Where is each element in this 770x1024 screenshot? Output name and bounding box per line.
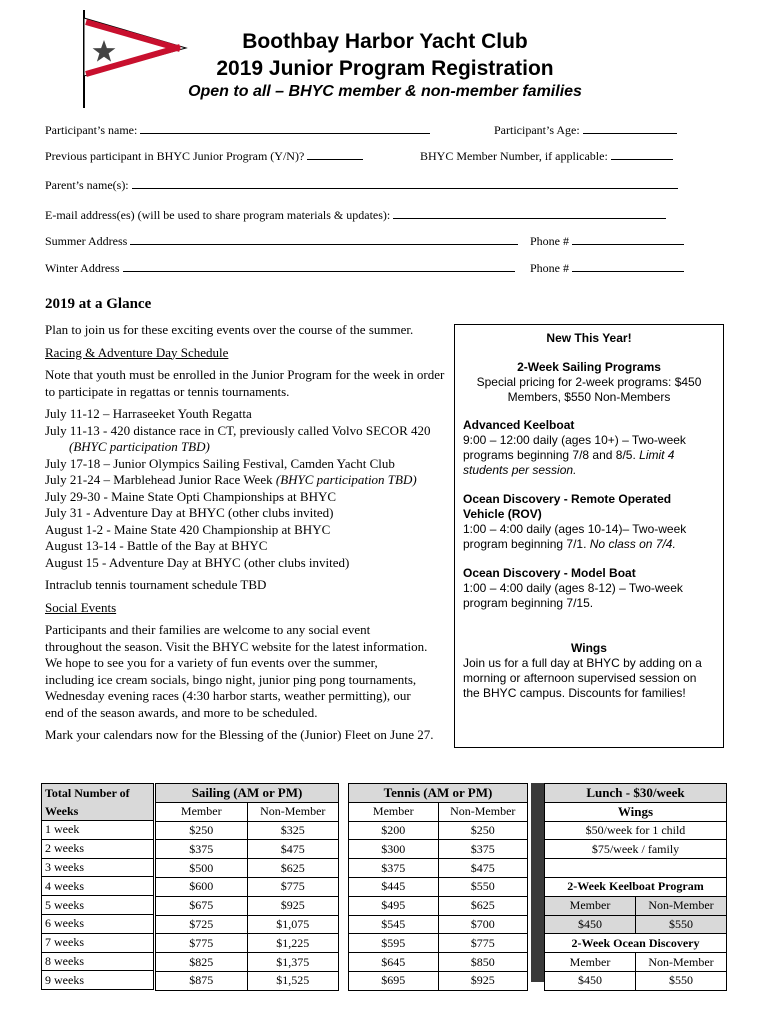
price-cell: $1,525 [247,971,339,990]
price-cell: $300 [349,840,439,859]
sailing-table [155,783,339,991]
table-row [42,821,154,840]
price-cell: $825 [156,953,248,972]
tagline: Open to all – BHYC member & non-member families [188,83,582,100]
price-cell: $725 [156,915,248,934]
email-field[interactable]: E-mail address(es) (will be used to share program materials & updates): [45,207,666,223]
table-row [349,971,528,990]
tennis-table [348,783,528,991]
extras-empty-row [545,859,727,878]
table-row [349,896,528,915]
table-row [42,877,154,896]
keelboat-non-member-label: Non-Member [636,896,727,915]
tennis-note: Intraclub tennis tournament schedule TBD [45,577,267,592]
price-cell: $675 [156,896,248,915]
sailing-member-header: Member [156,802,248,821]
table-row [156,971,339,990]
table-row [156,915,339,934]
keelboat-member-price: $450 [545,915,636,934]
price-cell: $925 [247,896,339,915]
new-this-year-box [454,324,724,748]
previous-participant-line[interactable] [307,148,363,160]
winter-phone-field[interactable]: Phone # [530,260,684,276]
price-cell: $495 [349,896,439,915]
parents-names-field[interactable]: Parent’s name(s): [45,177,678,193]
email-line[interactable] [393,207,666,219]
table-row [42,933,154,952]
parents-names-line[interactable] [132,177,678,189]
table-row [349,953,528,972]
price-cell: $375 [438,840,528,859]
price-cell: 4 weeks [42,877,154,896]
event-item: July 11-13 - 420 distance race in CT, previously called Volvo SECOR 420 (BHYC participation TBD) [45,422,431,454]
wings-family-price: $75/week / family [545,840,727,859]
table-row [349,877,528,896]
price-cell: $500 [156,859,248,878]
table-row [42,914,154,933]
price-cell: 2 weeks [42,839,154,858]
table-row [349,859,528,878]
event-item: July 17-18 – Junior Olympics Sailing Festival, Camden Yacht Club [45,455,395,471]
summer-address-field[interactable]: Summer Address [45,233,518,249]
sailing-header: Sailing (AM or PM) [156,784,339,803]
lunch-header: Lunch - $30/week [545,784,727,803]
price-cell: $595 [349,934,439,953]
member-number-field[interactable]: BHYC Member Number, if applicable: [420,148,673,164]
price-cell: $475 [438,859,528,878]
price-cell: $375 [156,840,248,859]
blessing-note: Mark your calendars now for the Blessing of the (Junior) Fleet on June 27. [45,727,434,742]
event-item: July 11-12 – Harraseeket Youth Regatta [45,406,252,421]
tennis-non-member-header: Non-Member [438,802,528,821]
table-row [42,858,154,877]
price-cell: $775 [438,934,528,953]
participant-name-line[interactable] [140,122,430,134]
ocean-member-label: Member [545,953,636,972]
member-number-line[interactable] [611,148,673,160]
price-cell: $250 [156,821,248,840]
ocean-non-member-price: $550 [636,971,727,990]
keelboat-text: 9:00 – 12:00 daily (ages 10+) – Two-week programs beginning 7/8 and 8/5. Limit 4 students per session. [463,433,686,477]
table-row [42,952,154,971]
glance-column [45,322,450,744]
racing-heading: Racing & Adventure Day Schedule [45,344,229,360]
participant-name-field[interactable]: Participant’s name: [45,122,430,138]
extras-table [544,783,727,991]
two-week-text: Special pricing for 2-week programs: $450 Members, $550 Non-Members [476,375,702,404]
summer-phone-line[interactable] [572,233,684,245]
participant-age-field[interactable]: Participant’s Age: [494,122,677,138]
club-title: Boothbay Harbor Yacht Club [242,30,528,53]
price-cell: $625 [438,896,528,915]
price-cell: $600 [156,877,248,896]
table-row [156,840,339,859]
table-row [349,934,528,953]
price-cell: $375 [349,859,439,878]
glance-heading: 2019 at a Glance [45,296,152,312]
winter-phone-line[interactable] [572,260,684,272]
table-row [42,896,154,915]
rov-text: 1:00 – 4:00 daily (ages 10-14)– Two-week program beginning 7/1. No class on 7/4. [463,522,687,551]
table-row [156,877,339,896]
winter-address-line[interactable] [123,260,515,272]
table-row [349,821,528,840]
event-item: July 31 - Adventure Day at BHYC (other clubs invited) [45,505,334,520]
table-row [42,839,154,858]
price-cell: $475 [247,840,339,859]
event-item: August 15 - Adventure Day at BHYC (other clubs invited) [45,554,350,570]
ocean-non-member-label: Non-Member [636,953,727,972]
price-cell: $325 [247,821,339,840]
previous-participant-field[interactable]: Previous participant in BHYC Junior Program (Y/N)? [45,148,363,164]
form-title: 2019 Junior Program Registration [216,57,554,80]
price-cell: 1 week [42,821,154,840]
price-cell: $875 [156,971,248,990]
price-cell: $200 [349,821,439,840]
price-cell: $695 [349,971,439,990]
tennis-member-header: Member [349,802,439,821]
model-boat-title: Ocean Discovery - Model Boat [463,566,636,580]
price-cell: $250 [438,821,528,840]
wings-child-price: $50/week for 1 child [545,821,727,840]
table-row [156,821,339,840]
wings-title: Wings [571,641,607,655]
new-box-title: New This Year! [546,331,632,345]
price-cell: $700 [438,915,528,934]
price-cell: $645 [349,953,439,972]
table-row [42,971,154,990]
glance-intro: Plan to join us for these exciting events over the course of the summer. [45,322,414,337]
rov-title: Ocean Discovery - Remote Operated Vehicle (ROV) [463,492,672,521]
model-boat-text: 1:00 – 4:00 daily (ages 8-12) – Two-week program beginning 7/15. [463,581,683,610]
price-cell: 6 weeks [42,914,154,933]
table-row [156,896,339,915]
table-row [349,840,528,859]
price-cell: $625 [247,859,339,878]
table-row [156,859,339,878]
price-cell: 9 weeks [42,971,154,990]
price-cell: $775 [247,877,339,896]
keelboat-program-header: 2-Week Keelboat Program [545,877,727,896]
weeks-header: Total Number of Weeks [42,784,154,821]
ocean-member-price: $450 [545,971,636,990]
price-cell: 7 weeks [42,933,154,952]
price-cell: $925 [438,971,528,990]
event-item: August 13-14 - Battle of the Bay at BHYC [45,538,268,553]
wings-text: Join us for a full day at BHYC by adding on a morning or afternoon supervised session on the BHYC campus. Discounts for families! [463,656,702,700]
price-cell: $850 [438,953,528,972]
tennis-header: Tennis (AM or PM) [349,784,528,803]
price-cell: 8 weeks [42,952,154,971]
keelboat-non-member-price: $550 [636,915,727,934]
price-cell: $445 [349,877,439,896]
price-cell: $550 [438,877,528,896]
summer-phone-field[interactable]: Phone # [530,233,684,249]
event-item: July 29-30 - Maine State Opti Championships at BHYC [45,488,337,504]
summer-address-line[interactable] [130,233,518,245]
price-cell: $775 [156,934,248,953]
price-cell: 5 weeks [42,896,154,915]
table-row [156,934,339,953]
weeks-table [41,783,154,990]
table-row [349,915,528,934]
winter-address-field[interactable]: Winter Address [45,260,515,276]
price-cell: $545 [349,915,439,934]
event-item: July 21-24 – Marblehead Junior Race Week (BHYC participation TBD) [45,472,417,487]
table-row [156,953,339,972]
event-item: August 1-2 - Maine State 420 Championship at BHYC [45,521,331,537]
wings-header: Wings [545,802,727,821]
table-separator [531,783,545,982]
price-cell: 3 weeks [42,858,154,877]
event-list [45,406,450,571]
social-heading: Social Events [45,599,117,615]
social-text: Participants and their families are welcome to any social event throughout the season. Visit the BHYC website for the latest information. We hope to see you for a variety of fun events over the summer, including ice cream socials, bingo night, junior ping pong tournaments, Wednesday evening races (4:30 harbor starts, weather permitting), our end of the season awards, and more to be scheduled. [45,622,428,720]
keelboat-member-label: Member [545,896,636,915]
two-week-title: 2-Week Sailing Programs [517,360,661,374]
racing-note: Note that youth must be enrolled in the Junior Program for the week in order to participate in regattas or tennis tournaments. [45,367,445,399]
participant-age-line[interactable] [583,122,677,134]
price-cell: $1,075 [247,915,339,934]
keelboat-title: Advanced Keelboat [463,418,575,432]
ocean-discovery-header: 2-Week Ocean Discovery [545,934,727,953]
sailing-non-member-header: Non-Member [247,802,339,821]
price-cell: $1,375 [247,953,339,972]
price-cell: $1,225 [247,934,339,953]
